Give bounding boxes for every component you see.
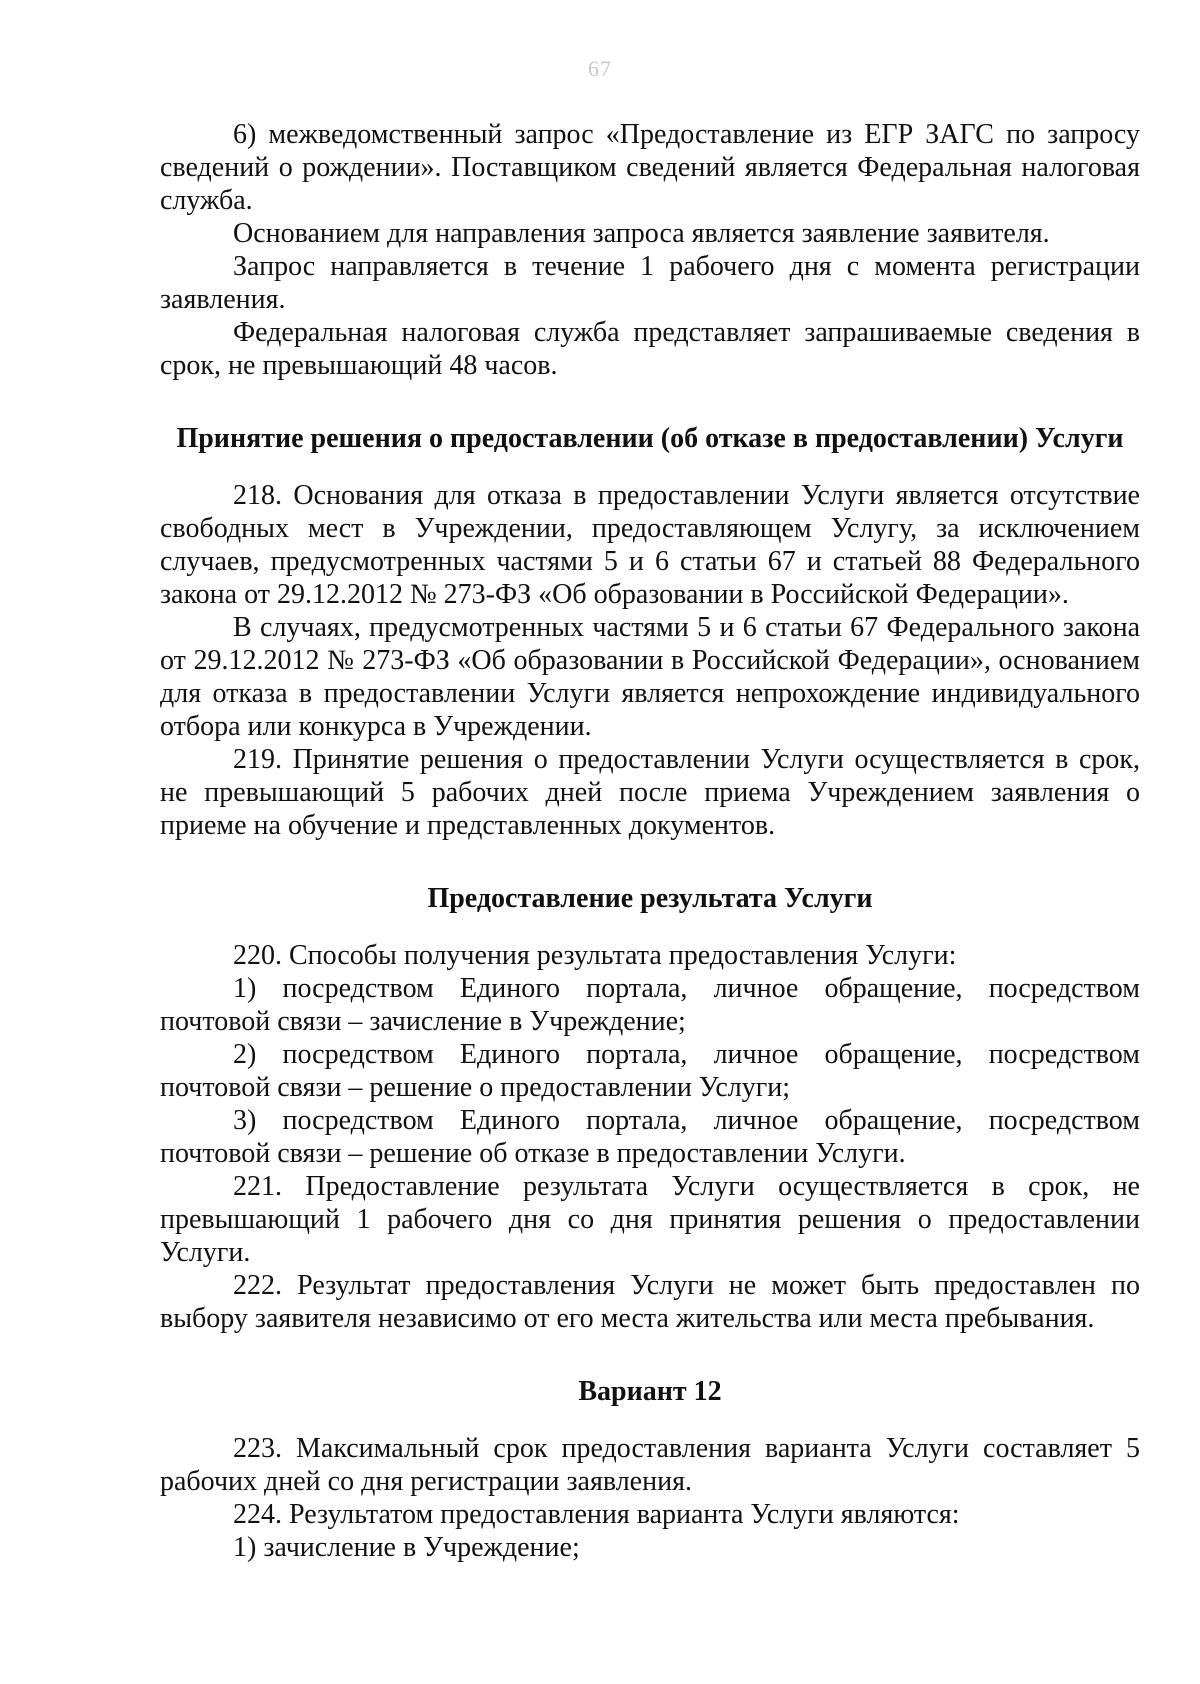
document-body (160, 118, 1140, 1564)
paragraph: 218. Основания для отказа в предоставлении Услуги является отсутствие свободных мест в Учреждении, предоставляющем Услугу, за исключением случаев, предусмотренных частями 5 и 6 статьи 67 и статьей 88 Федерального закона от 29.12.2012 № 273-ФЗ «Об образовании в Российской Федерации». (160, 480, 1140, 610)
section-heading: Вариант 12 (578, 1376, 722, 1407)
paragraph: 223. Максимальный срок предоставления варианта Услуги составляет 5 рабочих дней со дня регистрации заявления. (160, 1433, 1140, 1497)
paragraph: Запрос направляется в течение 1 рабочего дня с момента регистрации заявления. (160, 251, 1140, 315)
section-heading: Принятие решения о предоставлении (об отказе в предоставлении) Услуги (176, 423, 1124, 454)
paragraph: Федеральная налоговая служба представляет запрашиваемые сведения в срок, не превышающий 48 часов. (160, 317, 1140, 381)
paragraph: 222. Результат предоставления Услуги не может быть предоставлен по выбору заявителя независимо от его места жительства или места пребывания. (160, 1270, 1140, 1334)
paragraph: 220. Способы получения результата предоставления Услуги: (233, 940, 957, 971)
section-heading: Предоставление результата Услуги (427, 883, 873, 914)
list-item: 2) посредством Единого портала, личное обращение, посредством почтовой связи – решение о предоставлении Услуги; (160, 1039, 1140, 1103)
list-item: 3) посредством Единого портала, личное обращение, посредством почтовой связи – решение об отказе в предоставлении Услуги. (160, 1105, 1140, 1169)
paragraph: 6) межведомственный запрос «Предоставление из ЕГР ЗАГС по запросу сведений о рождении». Поставщиком сведений является Федеральная налоговая служба. (160, 119, 1140, 216)
paragraph: Основанием для направления запроса является заявление заявителя. (233, 218, 1050, 249)
paragraph: 224. Результатом предоставления варианта Услуги являются: (233, 1499, 960, 1530)
list-item: 1) посредством Единого портала, личное обращение, посредством почтовой связи – зачисление в Учреждение; (160, 973, 1140, 1037)
page-number: 67 (588, 56, 612, 81)
paragraph: В случаях, предусмотренных частями 5 и 6 статьи 67 Федерального закона от 29.12.2012 № 273-ФЗ «Об образовании в Российской Федерации», основанием для отказа в предоставлении Услуги является непрохождение индивидуального отбора или конкурса в Учреждении. (160, 612, 1140, 742)
paragraph: 219. Принятие решения о предоставлении Услуги осуществляется в срок, не превышающий 5 рабочих дней после приема Учреждением заявления о приеме на обучение и представленных документов. (160, 744, 1140, 841)
paragraph: 221. Предоставление результата Услуги осуществляется в срок, не превышающий 1 рабочего дня со дня принятия решения о предоставлении Услуги. (160, 1171, 1140, 1268)
list-item: 1) зачисление в Учреждение; (233, 1532, 580, 1563)
